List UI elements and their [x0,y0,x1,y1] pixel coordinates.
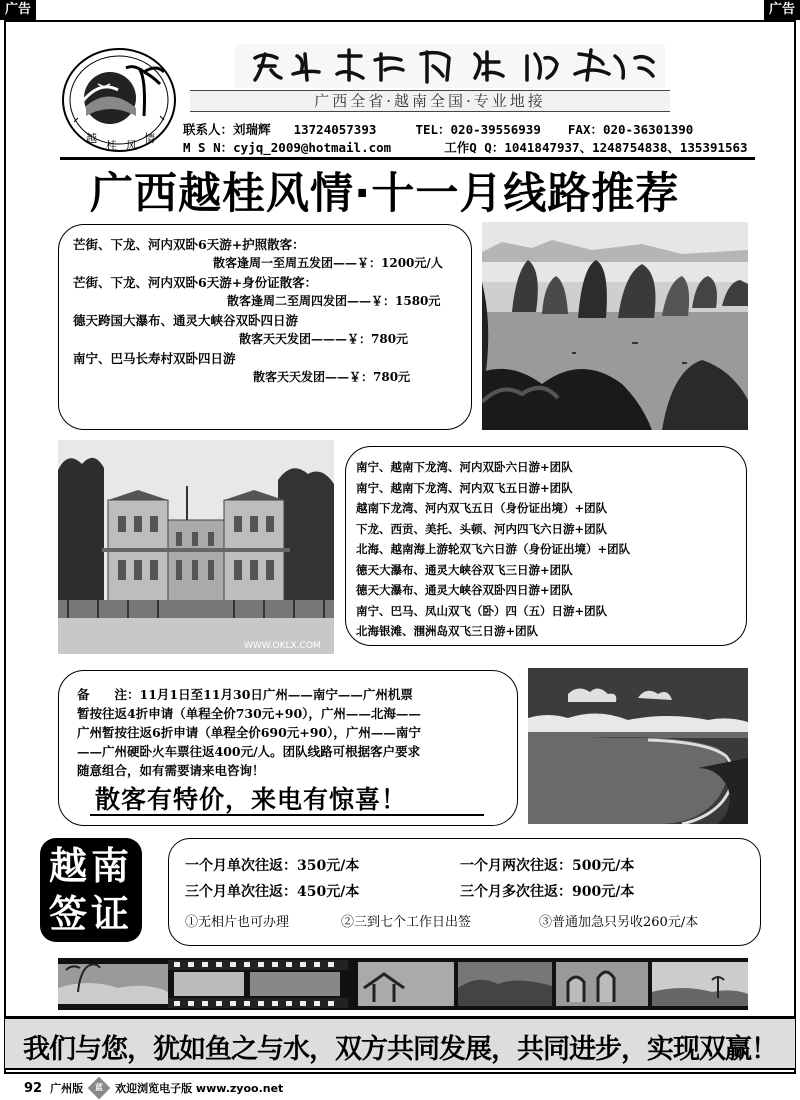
list-item: 下龙、西贡、美托、头顿、河内四飞六日游+团队 [356,521,608,536]
contact-name: 刘瑞辉 [233,122,271,137]
bottom-slogan: 我们与您，犹如鱼之与水，双方共同发展，共同进步，实现双赢！ [23,1034,777,1065]
visa-row [185,849,744,875]
visa-prices-box [168,838,761,946]
list-item: 南宁、巴马、凤山双飞（卧）四（五）日游+团队 [356,603,608,618]
visa-note: ③普通加急只另收260元/本 [539,915,699,930]
route-title: 南宁、巴马长寿村双卧四日游 [73,351,236,366]
footer-website[interactable]: 欢迎浏览电子版 www.zyoo.net [115,1082,284,1095]
list-item: 德天大瀑布、通灵大峡谷双卧四日游+团队 [356,583,573,597]
msn-label: M S N： [183,140,234,155]
qq-numbers: 1041847937、1248754838、135391563 [504,140,748,155]
page-footer [24,1080,283,1096]
edition-badge-text: 蓝 [95,1083,104,1092]
photo-watermark: WWW.OKLX.COM [244,641,321,651]
visa-note: ①无相片也可办理 [185,915,290,930]
visa-badge-line: 签证 [48,892,133,936]
calligraphy-brand-name [235,44,665,88]
brand-slogan: 广西全省·越南全国·专业地接 [190,90,670,112]
list-item: 南宁、越南下龙湾、河内双卧六日游+团队 [356,460,573,474]
note-text: 11月1日至11月30日广州——南宁——广州机票 [139,687,413,702]
visa-price: 三个月单次往返：450元/本 [185,884,360,900]
route-price: 散客天天发团——￥：780元 [253,370,411,384]
group-routes-box [345,446,747,646]
note-label: 备 注： [77,687,140,702]
photo-coastline [528,668,748,824]
visa-price: 一个月两次往返：500元/本 [460,858,635,874]
note-line [77,685,499,704]
logo-char-4: 情 [144,132,155,145]
logo-char-1: 越 [86,132,97,145]
route-title: 德天跨国大瀑布、通灵大峡谷双卧四日游 [73,313,299,328]
visa-note: ②三到七个工作日出签 [341,915,472,930]
promo-underline [90,814,484,816]
note-line: ——广州硬卧火车票往返400元/人。团队线路可根据客户要求 [77,744,421,759]
contact-line-1 [183,120,693,138]
list-item: 北海银滩、涠洲岛双飞三日游+团队 [356,624,539,638]
tel-number[interactable]: 020-39556939 [450,122,541,137]
route-title: 芒街、下龙、河内双卧6天游+护照散客： [73,237,305,252]
contact-label: 联系人： [183,122,234,137]
visa-price: 三个月多次往返：900元/本 [460,884,635,900]
ad-tag-right: 广告 [764,0,800,20]
logo-char-3: 风 [126,139,137,152]
list-item: 北海、越南海上游轮双飞六日游（身份证出境）+团队 [356,542,631,556]
page-number: 92 [24,1080,43,1096]
fax-number: 020-36301390 [602,122,694,137]
route-price: 散客天天发团———￥：780元 [239,332,409,346]
ad-tag-left: 广告 [0,0,36,20]
note-line: 广州暂按往返6折申请（单程全价690元+90），广州——南宁 [77,725,421,740]
route-title: 芒街、下龙、河内双卧6天游+身份证散客： [73,275,318,290]
logo-char-2: 桂 [106,139,117,152]
bottom-banner [5,1016,795,1070]
visa-badge-line: 越南 [48,844,133,888]
visa-price: 一个月单次往返：350元/本 [185,858,360,874]
photo-halong-bay [482,222,748,430]
promo-slogan: 散客有特价，来电有惊喜！ [95,785,408,814]
msn-address[interactable]: cyjq_2009@hotmail.com [233,140,392,155]
edition-badge-icon [88,1077,111,1100]
contact-line-2 [183,138,748,156]
photo-filmstrip [58,958,748,1010]
list-item: 德天大瀑布、通灵大峡谷双飞三日游+团队 [356,562,573,577]
featured-routes-box [58,224,472,430]
note-line: 随意组合，如有需要请来电咨询！ [77,763,265,778]
visa-notes [185,901,744,931]
tel-label: TEL： [415,122,451,137]
visa-badge [40,838,142,942]
list-item: 南宁、越南下龙湾、河内双飞五日游+团队 [356,480,573,495]
route-price: 散客逢周二至周四发团——￥：1580元 [227,294,441,308]
route-price: 散客逢周一至周五发团——￥：1200元/人 [213,256,443,270]
note-line: 暂按往返4折申请（单程全价730元+90），广州——北海—— [77,706,421,721]
qq-label: 工作Q Q： [444,140,505,155]
edition-label: 广州版 [50,1082,84,1095]
photo-palace [58,440,334,654]
page-title: 广西越桂风情·十一月线路推荐 [90,169,680,219]
company-logo [60,46,178,154]
list-item: 越南下龙湾、河内双飞五日（身份证出境）+团队 [356,501,608,515]
fax-label: FAX： [567,122,603,137]
visa-row [185,875,744,901]
mobile-number[interactable]: 13724057393 [293,122,377,137]
